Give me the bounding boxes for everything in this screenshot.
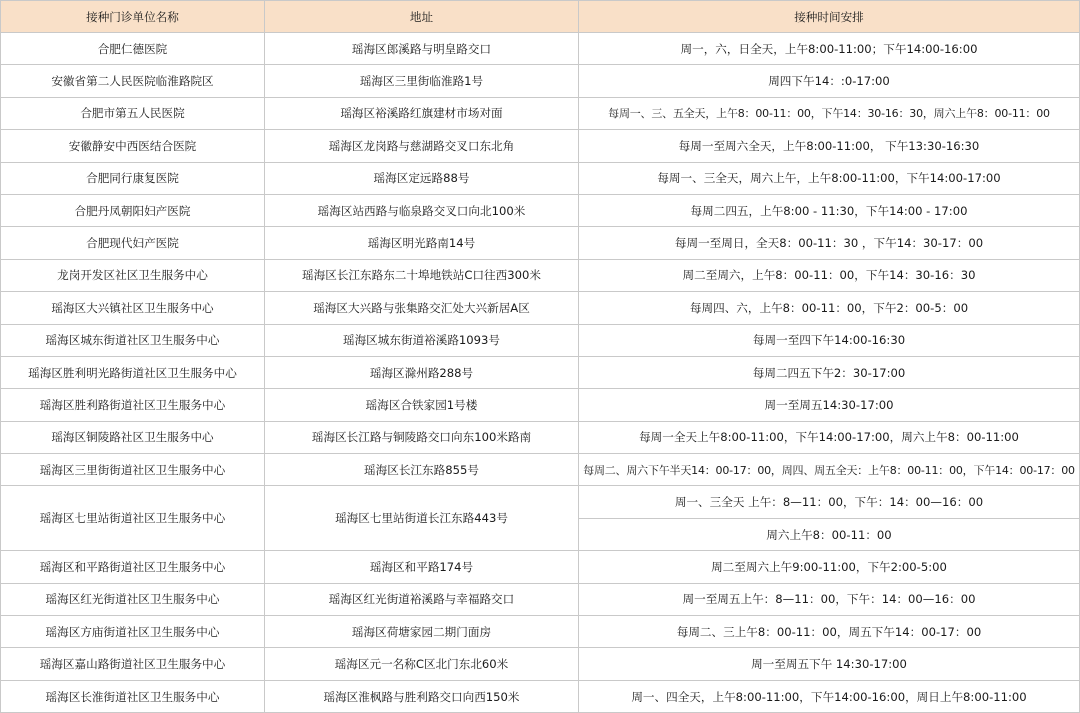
schedule-cell: 每周四、六，上午8：00-11：00，下午2：00-5：00 xyxy=(579,292,1080,324)
schedule-cell: 周六上午8：00-11：00 xyxy=(579,518,1080,550)
address-cell: 瑶海区裕溪路红旗建材市场对面 xyxy=(265,97,579,129)
schedule-cell: 周二至周六，上午8：00-11：00，下午14：30-16：30 xyxy=(579,259,1080,291)
schedule-cell: 每周二四五下午2：30-17:00 xyxy=(579,356,1080,388)
clinic-name-cell: 瑶海区大兴镇社区卫生服务中心 xyxy=(1,292,265,324)
schedule-cell: 周一至周五14:30-17:00 xyxy=(579,389,1080,421)
schedule-cell: 周一至周五下午 14:30-17:00 xyxy=(579,648,1080,680)
address-cell: 瑶海区合铁家园1号楼 xyxy=(265,389,579,421)
table-row xyxy=(1,227,1080,259)
clinic-name-cell: 瑶海区城东街道社区卫生服务中心 xyxy=(1,324,265,356)
table-row xyxy=(1,389,1080,421)
table-row xyxy=(1,33,1080,65)
table-row xyxy=(1,551,1080,583)
address-cell: 瑶海区元一名称C区北门东北60米 xyxy=(265,648,579,680)
table-row xyxy=(1,454,1080,486)
schedule-cell: 周一至周五上午：8—11：00，下午：14：00—16：00 xyxy=(579,583,1080,615)
header-schedule: 接种时间安排 xyxy=(579,1,1080,33)
table-row xyxy=(1,65,1080,97)
header-address: 地址 xyxy=(265,1,579,33)
address-cell: 瑶海区明光路南14号 xyxy=(265,227,579,259)
table-row xyxy=(1,486,1080,518)
address-cell: 瑶海区三里街临淮路1号 xyxy=(265,65,579,97)
schedule-cell: 每周一、三、五全天，上午8：00-11：00，下午14：30-16：30，周六上午8：00-11：00 xyxy=(579,97,1080,129)
table-row xyxy=(1,97,1080,129)
clinic-name-cell: 瑶海区胜利明光路街道社区卫生服务中心 xyxy=(1,356,265,388)
schedule-cell: 每周二、周六下午半天14：00-17：00，周四、周五全天：上午8：00-11：00，下午14：00-17：00 xyxy=(579,454,1080,486)
schedule-cell: 周一，六，日全天，上午8:00-11:00；下午14:00-16:00 xyxy=(579,33,1080,65)
table-row xyxy=(1,259,1080,291)
address-cell: 瑶海区长江东路东二十埠地铁站C口往西300米 xyxy=(265,259,579,291)
address-cell: 瑶海区淮枫路与胜利路交口向西150米 xyxy=(265,680,579,712)
address-cell: 瑶海区龙岗路与慈湖路交叉口东北角 xyxy=(265,130,579,162)
clinic-name-cell: 安徽省第二人民医院临淮路院区 xyxy=(1,65,265,97)
table-row xyxy=(1,583,1080,615)
schedule-cell: 周四下午14：:0-17:00 xyxy=(579,65,1080,97)
table-row xyxy=(1,421,1080,453)
clinic-name-cell: 瑶海区长淮街道社区卫生服务中心 xyxy=(1,680,265,712)
table-row xyxy=(1,292,1080,324)
header-row xyxy=(1,1,1080,33)
clinic-name-cell: 合肥现代妇产医院 xyxy=(1,227,265,259)
schedule-cell: 每周一、三全天，周六上午，上午8:00-11:00，下午14:00-17:00 xyxy=(579,162,1080,194)
address-cell: 瑶海区荷塘家园二期门面房 xyxy=(265,616,579,648)
table-row xyxy=(1,616,1080,648)
address-cell: 瑶海区七里站街道长江东路443号 xyxy=(265,486,579,551)
address-cell: 瑶海区郎溪路与明皇路交口 xyxy=(265,33,579,65)
schedule-cell: 周一、四全天，上午8:00-11:00，下午14:00-16:00，周日上午8:00-11:00 xyxy=(579,680,1080,712)
clinic-name-cell: 安徽静安中西医结合医院 xyxy=(1,130,265,162)
table-row xyxy=(1,130,1080,162)
clinic-name-cell: 瑶海区和平路街道社区卫生服务中心 xyxy=(1,551,265,583)
address-cell: 瑶海区城东街道裕溪路1093号 xyxy=(265,324,579,356)
schedule-cell: 每周一至四下午14:00-16:30 xyxy=(579,324,1080,356)
clinic-name-cell: 瑶海区三里街街道社区卫生服务中心 xyxy=(1,454,265,486)
schedule-cell: 每周二、三上午8：00-11：00，周五下午14：00-17：00 xyxy=(579,616,1080,648)
clinic-name-cell: 瑶海区胜利路街道社区卫生服务中心 xyxy=(1,389,265,421)
table-header xyxy=(1,1,1080,33)
header-clinic-name: 接种门诊单位名称 xyxy=(1,1,265,33)
address-cell: 瑶海区大兴路与张集路交汇处大兴新居A区 xyxy=(265,292,579,324)
clinic-name-cell: 瑶海区七里站街道社区卫生服务中心 xyxy=(1,486,265,551)
schedule-cell: 周一、三全天 上午：8—11：00，下午：14：00—16：00 xyxy=(579,486,1080,518)
schedule-cell: 每周二四五，上午8:00 - 11:30，下午14:00 - 17:00 xyxy=(579,194,1080,226)
address-cell: 瑶海区长江东路855号 xyxy=(265,454,579,486)
schedule-cell: 每周一至周六全天，上午8:00-11:00， 下午13:30-16:30 xyxy=(579,130,1080,162)
schedule-cell: 每周一全天上午8:00-11:00，下午14:00-17:00，周六上午8：00-11:00 xyxy=(579,421,1080,453)
clinic-name-cell: 龙岗开发区社区卫生服务中心 xyxy=(1,259,265,291)
schedule-cell: 周二至周六上午9:00-11:00，下午2:00-5:00 xyxy=(579,551,1080,583)
table-row xyxy=(1,680,1080,712)
address-cell: 瑶海区红光街道裕溪路与幸福路交口 xyxy=(265,583,579,615)
table-body xyxy=(1,33,1080,713)
clinic-name-cell: 瑶海区方庙街道社区卫生服务中心 xyxy=(1,616,265,648)
clinic-name-cell: 瑶海区嘉山路街道社区卫生服务中心 xyxy=(1,648,265,680)
table-row xyxy=(1,324,1080,356)
address-cell: 瑶海区站西路与临泉路交叉口向北100米 xyxy=(265,194,579,226)
table-row xyxy=(1,356,1080,388)
address-cell: 瑶海区滁州路288号 xyxy=(265,356,579,388)
clinic-name-cell: 合肥仁德医院 xyxy=(1,33,265,65)
table-row xyxy=(1,648,1080,680)
schedule-cell: 每周一至周日，全天8：00-11：30 ，下午14：30-17：00 xyxy=(579,227,1080,259)
address-cell: 瑶海区长江路与铜陵路交口向东100米路南 xyxy=(265,421,579,453)
table-row xyxy=(1,194,1080,226)
address-cell: 瑶海区定远路88号 xyxy=(265,162,579,194)
clinic-name-cell: 合肥丹凤朝阳妇产医院 xyxy=(1,194,265,226)
address-cell: 瑶海区和平路174号 xyxy=(265,551,579,583)
table-row xyxy=(1,162,1080,194)
clinic-name-cell: 合肥市第五人民医院 xyxy=(1,97,265,129)
clinic-name-cell: 瑶海区红光街道社区卫生服务中心 xyxy=(1,583,265,615)
clinic-name-cell: 合肥同行康复医院 xyxy=(1,162,265,194)
clinic-name-cell: 瑶海区铜陵路社区卫生服务中心 xyxy=(1,421,265,453)
